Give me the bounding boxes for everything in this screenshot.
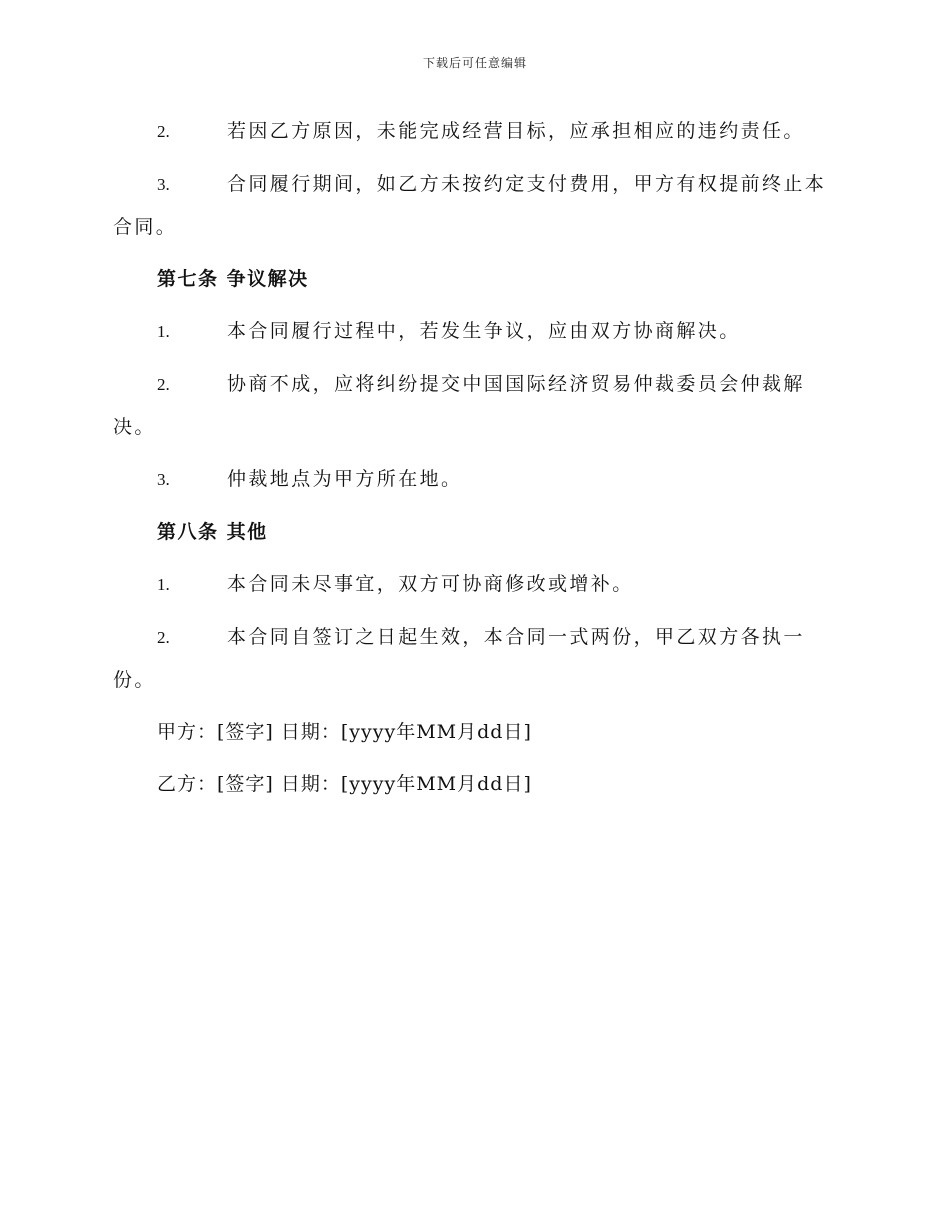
clause-item <box>113 458 835 501</box>
clause-text: 本合同履行过程中，若发生争议，应由双方协商解决。 <box>227 320 741 342</box>
clause-item <box>113 310 835 353</box>
header-note: 下载后可任意编辑 <box>422 56 527 70</box>
party-b-signature-line: 乙方：[签字] 日期：[yyyy年MM月dd日] <box>157 773 532 795</box>
clause-item <box>113 363 835 448</box>
clause-text: 若因乙方原因，未能完成经营目标，应承担相应的违约责任。 <box>227 120 805 142</box>
clause-number: 3. <box>157 175 170 194</box>
section-heading: 第七条 争议解决 <box>157 268 309 290</box>
party-a-signature-line: 甲方：[签字] 日期：[yyyy年MM月dd日] <box>157 721 532 743</box>
section-heading: 第八条 其他 <box>157 521 268 543</box>
clause-number: 1. <box>157 575 170 594</box>
clause-item <box>113 163 835 248</box>
clause-item <box>113 616 835 701</box>
clause-number: 1. <box>157 322 170 341</box>
clause-number: 2. <box>157 628 170 647</box>
clause-text: 合同履行期间，如乙方未按约定支付费用，甲方有权提前终止本合同。 <box>113 173 827 238</box>
clause-text: 本合同自签订之日起生效，本合同一式两份，甲乙双方各执一份。 <box>113 626 805 691</box>
clause-text: 本合同未尽事宜，双方可协商修改或增补。 <box>227 573 634 595</box>
clause-number: 2. <box>157 375 170 394</box>
clause-item <box>113 563 835 606</box>
document-body <box>113 110 835 815</box>
clause-text: 仲裁地点为甲方所在地。 <box>227 468 463 490</box>
clause-text: 协商不成，应将纠纷提交中国国际经济贸易仲裁委员会仲裁解决。 <box>113 373 805 438</box>
clause-number: 3. <box>157 470 170 489</box>
clause-item <box>113 110 835 153</box>
clause-number: 2. <box>157 122 170 141</box>
